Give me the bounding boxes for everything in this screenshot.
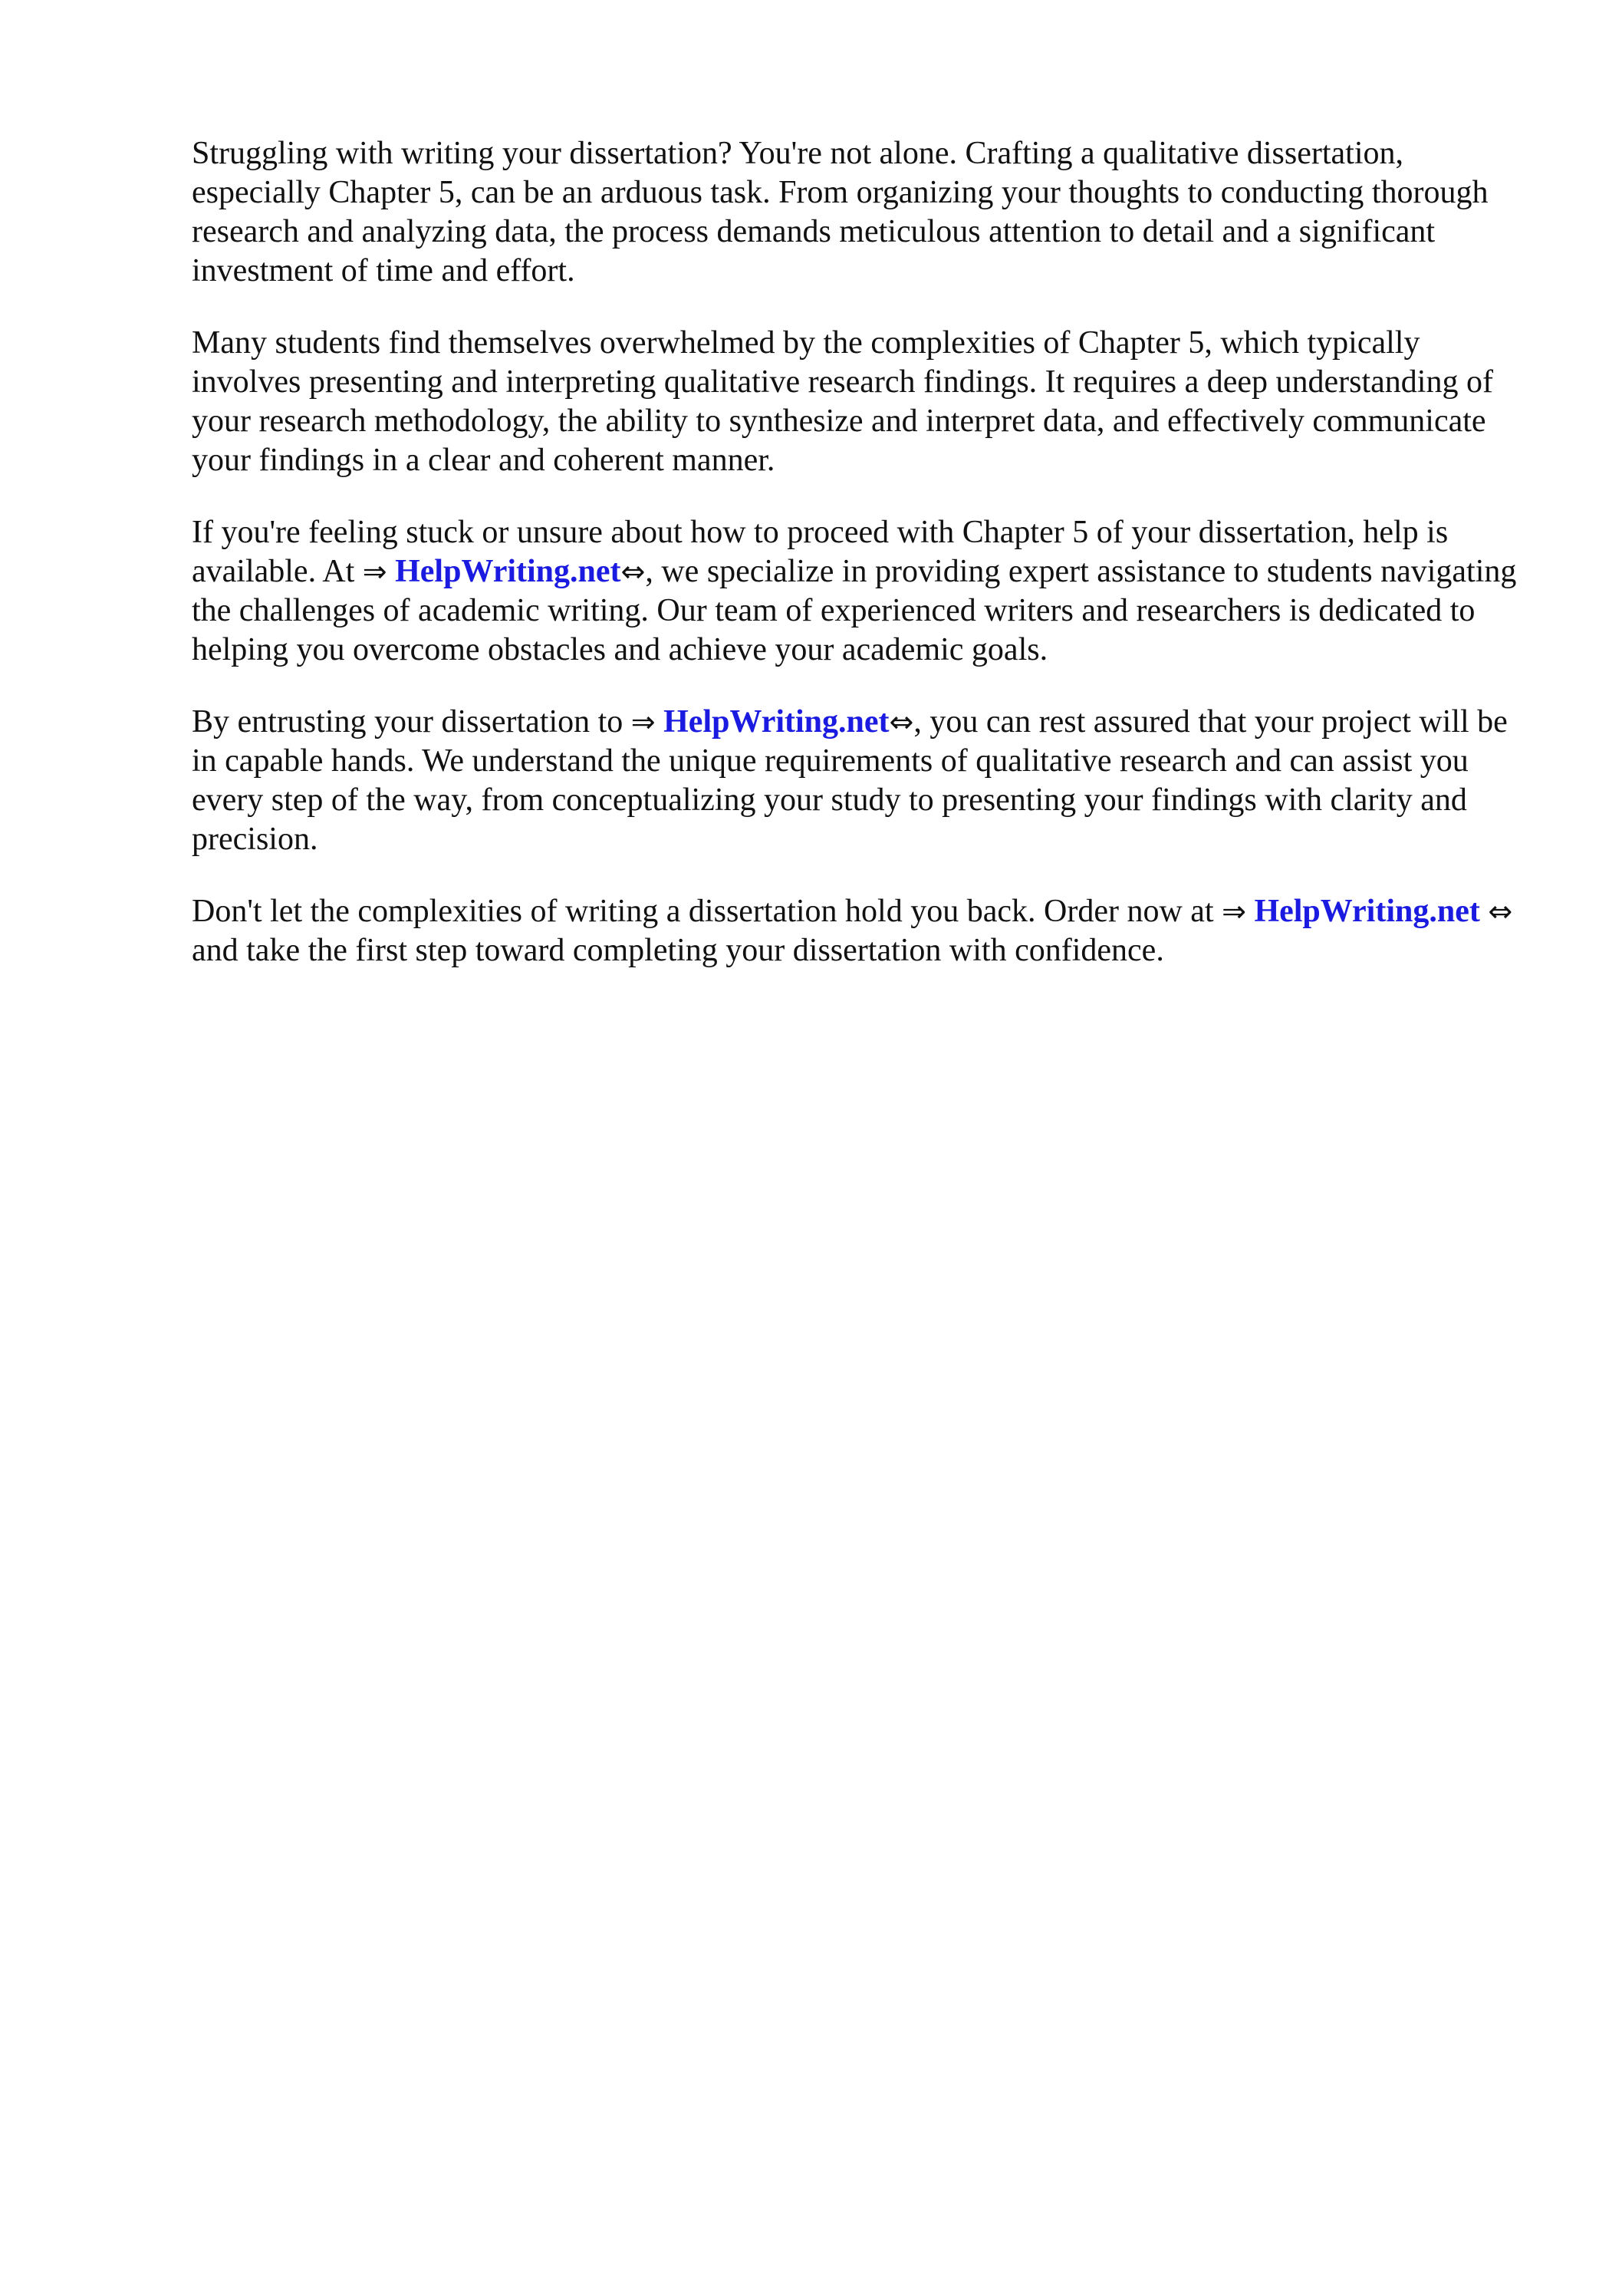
paragraph-3-text-before: If you're feeling stuck or unsure about how to proceed with Chapter 5 of your dissertation, help is available. At	[192, 515, 1449, 589]
paragraph-5-text-before: Don't let the complexities of writing a dissertation hold you back. Order now at	[192, 894, 1222, 929]
double-arrow-icon: ⇔	[889, 705, 914, 739]
paragraph-3-text-after: , we specialize in providing expert assistance to students navigating the challenges of academic writing. Our team of experienced writers and researchers is dedicated to helping you overcome obstacles and achieve your academic goals.	[192, 554, 1517, 667]
paragraph-2	[192, 324, 1526, 480]
paragraph-5	[192, 892, 1526, 970]
helpwriting-link[interactable]: HelpWriting.net	[663, 704, 890, 740]
paragraph-2-text: Many students find themselves overwhelmed by the complexities of Chapter 5, which typically involves presenting and interpreting qualitative research findings. It requires a deep understanding of your research methodology, the ability to synthesize and interpret data, and effectively communicate your findings in a clear and coherent manner.	[192, 325, 1493, 478]
paragraph-4-text-before: By entrusting your dissertation to	[192, 704, 631, 740]
double-arrow-icon: ⇔	[620, 555, 646, 588]
document-body	[192, 134, 1526, 1003]
right-arrow-icon: ⇒	[630, 705, 656, 739]
helpwriting-link[interactable]: HelpWriting.net	[395, 554, 621, 589]
paragraph-4-text-after: , you can rest assured that your project will be in capable hands. We understand the unique requirements of qualitative research and can assist you every step of the way, from conceptualizing your study to presenting your findings with clarity and precision.	[192, 704, 1508, 857]
paragraph-1-text: Struggling with writing your dissertation? You're not alone. Crafting a qualitative dissertation, especially Chapter 5, can be an arduous task. From organizing your thoughts to conducting thorough research and analyzing data, the process demands meticulous attention to detail and a significant investment of time and effort.	[192, 136, 1489, 288]
double-arrow-icon: ⇔	[1488, 894, 1513, 928]
paragraph-3	[192, 513, 1526, 670]
paragraph-1	[192, 134, 1526, 291]
paragraph-5-text-after: and take the first step toward completing your dissertation with confidence.	[192, 933, 1164, 968]
right-arrow-icon: ⇒	[362, 555, 387, 588]
helpwriting-link[interactable]: HelpWriting.net	[1254, 894, 1480, 929]
right-arrow-icon: ⇒	[1222, 894, 1246, 928]
paragraph-4	[192, 703, 1526, 859]
